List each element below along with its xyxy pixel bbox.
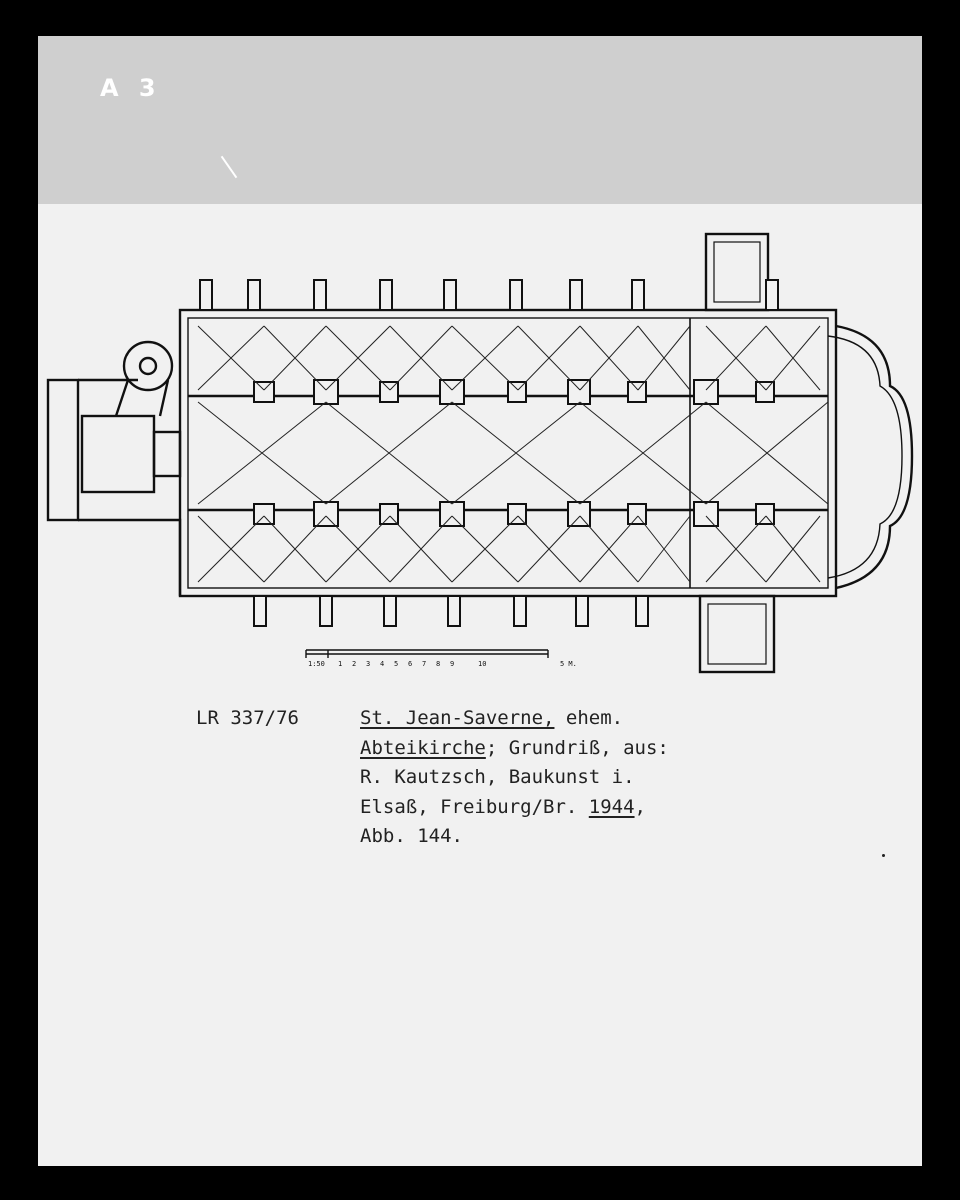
scale-tick-label: 10	[478, 660, 487, 668]
caption-fragment: ehem.	[554, 707, 624, 729]
inventory-number: LR 337/76	[196, 707, 299, 729]
scale-tick-label: 1	[338, 660, 343, 668]
scale-tick-label: 5	[394, 660, 399, 668]
scale-tick-label: 9	[450, 660, 455, 668]
caption-site-name: St. Jean-Saverne,	[360, 707, 555, 729]
south-buttresses	[254, 596, 648, 626]
west-tower	[82, 416, 154, 492]
floor-plan-drawing	[38, 36, 922, 1166]
caption-fragment: Elsaß, Freiburg/Br.	[360, 795, 589, 818]
dust-speck	[882, 854, 885, 857]
north-annex	[706, 234, 768, 310]
caption-text	[360, 704, 669, 852]
nave-outer-wall	[180, 310, 836, 596]
caption-line-2	[360, 734, 669, 764]
scale-tick-label: 6	[408, 660, 413, 668]
scale-bar	[306, 650, 548, 658]
north-buttresses	[200, 280, 778, 310]
scale-tick-label: 2	[352, 660, 357, 668]
caption-line-4	[360, 793, 669, 823]
scale-tick-label: 4	[380, 660, 385, 668]
scale-tick-label: 3	[366, 660, 371, 668]
caption-line-1	[360, 704, 669, 734]
south-annex	[700, 596, 774, 672]
scale-start-label: 1:50	[308, 660, 325, 668]
archive-card	[38, 36, 922, 1166]
caption-fragment: ; Grundriß, aus:	[485, 736, 669, 759]
nave-vaults	[198, 402, 828, 504]
caption-year: 1944	[588, 795, 635, 818]
caption-building-type: Abteikirche	[360, 736, 486, 759]
caption-line-3: R. Kautzsch, Baukunst i.	[360, 766, 635, 788]
aisle-vaults	[198, 326, 820, 582]
scale-tick-label: 7	[422, 660, 427, 668]
caption-fragment: ,	[634, 795, 646, 818]
caption-line-5: Abb. 144.	[360, 825, 463, 847]
stair-turret	[124, 342, 172, 390]
scale-tick-label: 8	[436, 660, 441, 668]
plate-id-label: A 3	[100, 74, 162, 102]
scale-unit-label: 5 M.	[560, 660, 577, 668]
scale-bar-labels	[308, 660, 577, 668]
